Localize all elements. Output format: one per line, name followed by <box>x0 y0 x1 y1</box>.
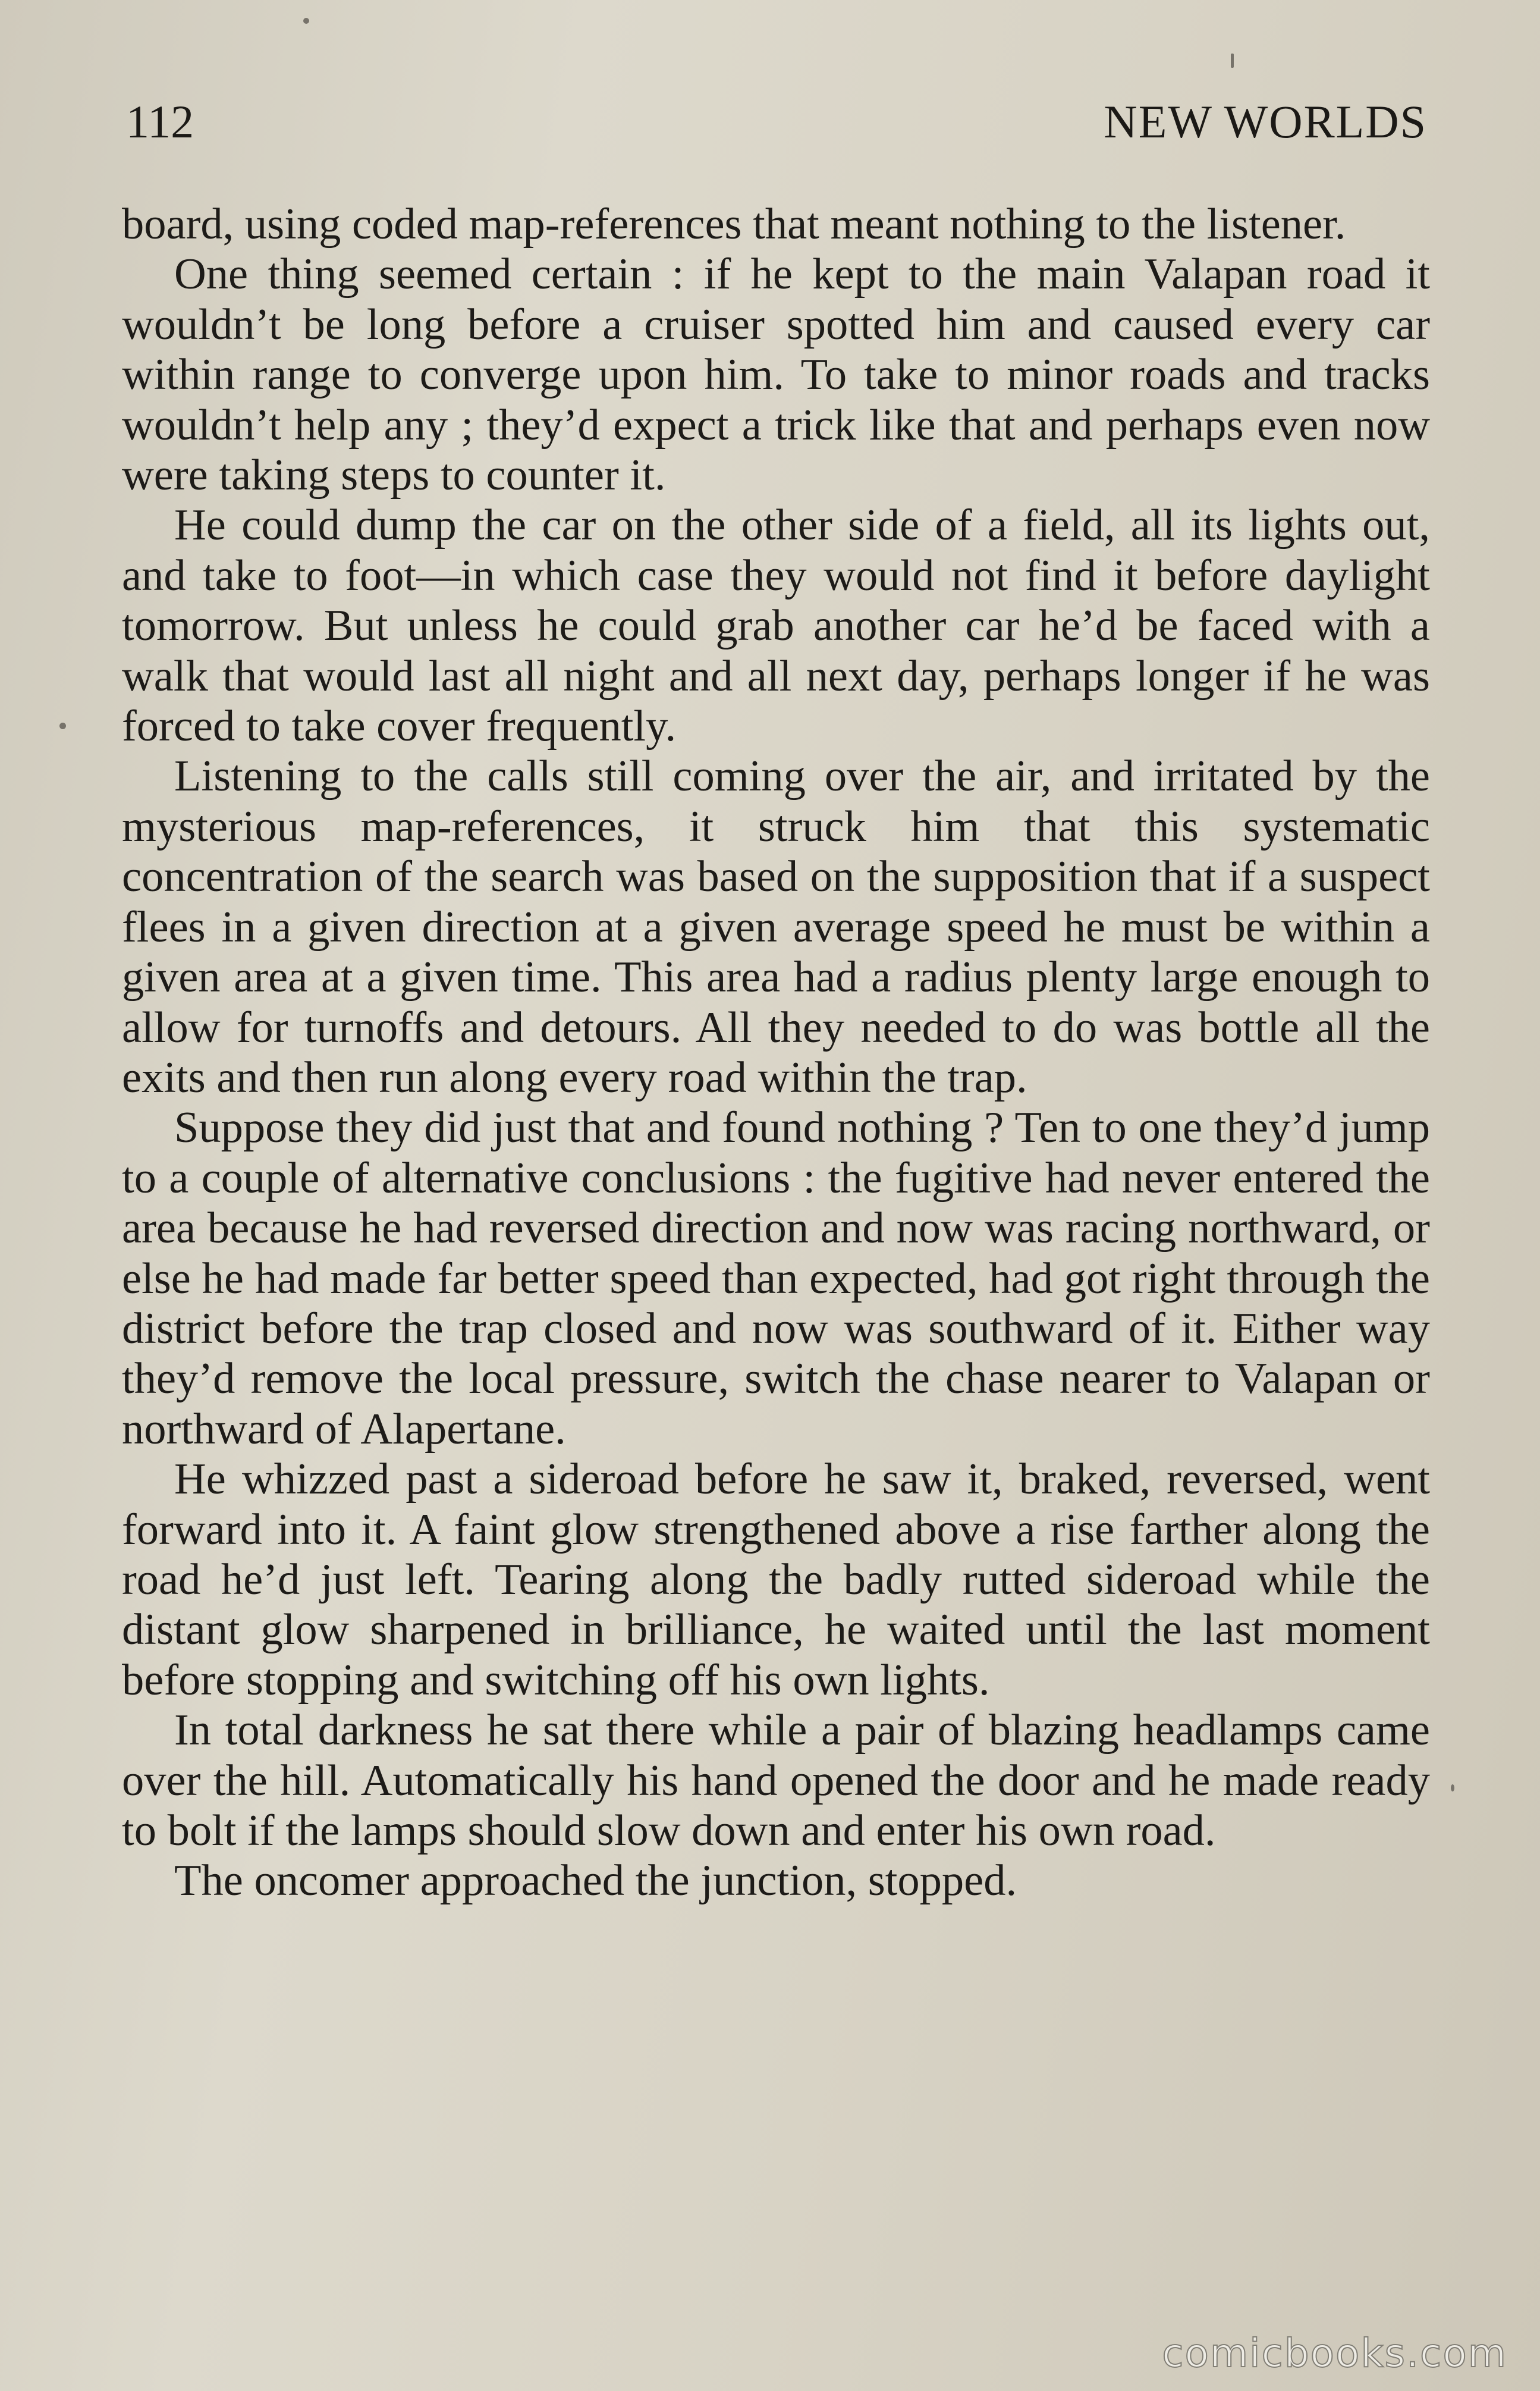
paragraph-5: Suppose they did just that and found nothing ? Ten to one they’d jump to a couple of alternative conclusions : the fugitive had never entered the area because he had reversed direction and now was racing northward, or else he had made far better speed than expected, had got right through the district before the trap closed and now was southward of it. Either way they’d remove the local pressure, switch the chase nearer to Valapan or northward of Alapertane. <box>122 1103 1430 1454</box>
paragraph-2: One thing seemed certain : if he kept to the main Valapan road it wouldn’t be long before a cruiser spotted him and caused every car within range to converge upon him. To take to minor roads and tracks wouldn’t help any ; they’d expect a trick like that and perhaps even now were taking steps to counter it. <box>122 250 1430 500</box>
running-head-title: NEW WORLDS <box>1104 96 1427 148</box>
paragraph-4: Listening to the calls still coming over the air, and irritated by the mysterious map-references, it struck him that this systematic concentration of the search was based on the supposition that if a suspect flees in a given direction at a given average speed he must be within a given area at a given time. This area had a radius plenty large enough to allow for turnoffs and detours. All they needed to do was bottle all the exits and then run along every road within the trap. <box>122 752 1430 1102</box>
paragraph-8: The oncomer approached the junction, stopped. <box>174 1856 1017 1906</box>
paper-speck <box>1231 54 1234 68</box>
paper-speck <box>59 723 66 729</box>
page-number: 112 <box>126 96 194 148</box>
page-header <box>119 95 1427 167</box>
paragraph-1: board, using coded map-references that meant nothing to the listener. <box>122 200 1346 249</box>
watermark: comicbooks.com <box>1162 2330 1507 2376</box>
paragraph-6: He whizzed past a sideroad before he saw it, braked, reversed, went forward into it. A faint glow strengthened above a rise farther along the road he’d just left. Tearing along the badly rutted sideroad while the distant glow sharpened in brilliance, he waited until the last moment before stopping and switching off his own lights. <box>122 1455 1430 1705</box>
paragraph-7: In total darkness he sat there while a pair of blazing headlamps came over the hill. Automatically his hand opened the door and he made ready to bolt if the lamps should slow down and enter his own road. <box>122 1706 1430 1855</box>
paper-speck <box>303 18 309 24</box>
body-text <box>122 199 1430 1906</box>
paragraph-3: He could dump the car on the other side of a field, all its lights out, and take to foot—in which case they would not find it before daylight tomorrow. But unless he could grab another car he’d be faced with a walk that would last all night and all next day, perhaps longer if he was forced to take cover frequently. <box>122 501 1430 751</box>
paper-speck <box>1451 1784 1454 1791</box>
